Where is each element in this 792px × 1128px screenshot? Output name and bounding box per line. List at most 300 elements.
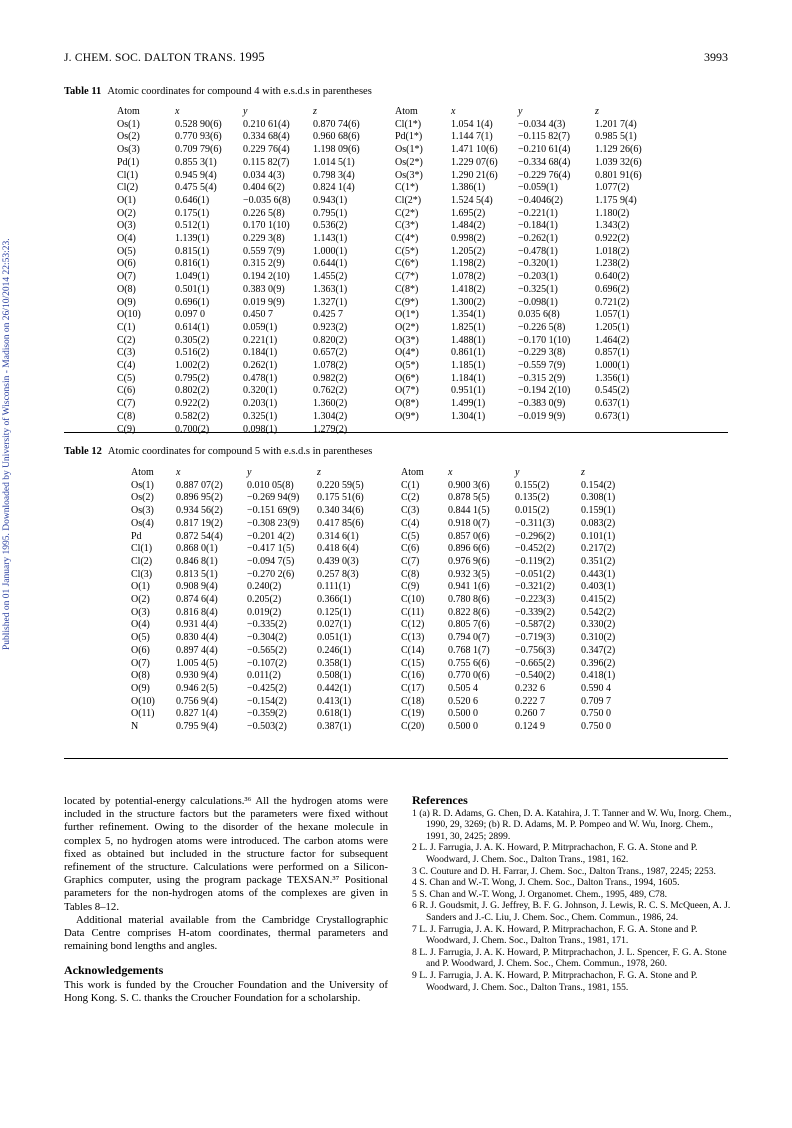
table-cell: 0.194 2(10) (243, 271, 290, 283)
table-cell: C(2) (117, 334, 136, 346)
table-row (131, 696, 637, 709)
table-row (131, 492, 637, 505)
table-cell: 0.817 19(2) (176, 517, 223, 529)
table11-header-3: z (313, 106, 317, 117)
table-cell: 0.830 4(4) (176, 632, 218, 644)
table-cell: 1.078(2) (313, 360, 348, 372)
table-row (117, 233, 655, 246)
table-cell: 0.404 6(2) (243, 182, 285, 194)
table-cell: 0.985 5(1) (595, 131, 637, 143)
table-cell: 1.077(2) (595, 182, 630, 194)
references-column (412, 795, 732, 993)
table-cell: O(5*) (395, 360, 419, 372)
table-cell: C(6) (401, 543, 420, 555)
table-cell: 0.124 9 (515, 721, 545, 733)
table11-header-5: x (451, 106, 456, 117)
table-cell: 0.874 6(4) (176, 594, 218, 606)
table-cell: C(12) (401, 619, 425, 631)
table-cell: −0.201 4(2) (247, 530, 295, 542)
table-cell (595, 424, 655, 437)
table-cell: 0.545(2) (595, 385, 630, 397)
table-cell: O(8) (131, 670, 150, 682)
table-cell: C(10) (401, 594, 425, 606)
table-cell: 0.820(2) (313, 334, 348, 346)
table-cell: 0.512(1) (175, 220, 210, 232)
table-cell: 0.314 6(1) (317, 530, 359, 542)
table-cell: 0.696(2) (595, 283, 630, 295)
table-cell: 0.846 8(1) (176, 555, 218, 567)
table-cell: 0.946 2(5) (176, 682, 218, 694)
table-cell: C(1*) (395, 182, 419, 194)
table-cell: 0.614(1) (175, 321, 210, 333)
table-cell: 0.450 7 (243, 309, 273, 321)
table-row (117, 208, 655, 221)
acknowledgements-text: This work is funded by the Croucher Foundation and the University of Hong Kong. S. C. thanks the Croucher Foundation for a scholarship. (64, 978, 388, 1004)
table-row (131, 594, 637, 607)
table12-header-row (131, 467, 637, 480)
table-row (117, 398, 655, 411)
table-row (131, 556, 637, 569)
table11-caption-text: Atomic coordinates for compound 4 with e.s.d.s in parentheses (107, 86, 372, 97)
table-cell: 0.673(1) (595, 410, 630, 422)
table-cell: C(7) (117, 398, 136, 410)
table-cell: 0.951(1) (451, 385, 486, 397)
table-cell: −0.565(2) (247, 644, 287, 656)
table-cell: 0.755 6(6) (448, 657, 490, 669)
table-cell: 0.442(1) (317, 682, 352, 694)
table-cell: C(15) (401, 657, 425, 669)
table-row (117, 131, 655, 144)
table-row (117, 335, 655, 348)
table-cell: O(2) (131, 594, 150, 606)
table-cell: 0.210 61(4) (243, 118, 290, 130)
table-cell: 0.857 0(6) (448, 530, 490, 542)
table-cell: 0.896 6(6) (448, 543, 490, 555)
table-cell: −0.334 68(4) (518, 156, 571, 168)
table-cell: −0.107(2) (247, 657, 287, 669)
table-row (117, 246, 655, 259)
table-cell: 0.135(2) (515, 492, 550, 504)
table11-header-7: z (595, 106, 599, 117)
table-cell: Os(1) (117, 118, 140, 130)
table11-body (117, 119, 655, 437)
table-cell: Os(4) (131, 517, 154, 529)
table-row (117, 411, 655, 424)
table-cell: 1.205(2) (451, 245, 486, 257)
table-cell: 1.455(2) (313, 271, 348, 283)
table-cell: C(4) (401, 517, 420, 529)
table-cell: 0.222 7 (515, 695, 545, 707)
table-cell: −0.325(1) (518, 283, 558, 295)
table-cell: 1.201 7(4) (595, 118, 637, 130)
table11-label: Table 11 (64, 86, 102, 97)
table-cell: 0.351(2) (581, 555, 616, 567)
table-cell: 0.011(2) (247, 670, 281, 682)
table-cell: 0.762(2) (313, 385, 348, 397)
table-row (131, 708, 637, 721)
download-watermark-text: Published on 01 January 1995. Downloaded by University of Wisconsin - Madison on 26/10/2014 22:53:23. (2, 238, 12, 650)
table-cell: 0.976 9(6) (448, 555, 490, 567)
table-cell: 0.415(2) (581, 594, 616, 606)
table-cell: 0.795(2) (175, 372, 210, 384)
reference-item: 7 L. J. Farrugia, J. A. K. Howard, P. Mitrprachachon, F. G. A. Stone and P. Woodward, J. Chem. Soc., Dalton Trans., 1981, 171. (412, 923, 698, 947)
table12-bottom-rule (64, 758, 728, 759)
table-cell: O(8) (117, 283, 136, 295)
table-cell: 0.709 79(6) (175, 144, 222, 156)
table-cell: −0.308 23(9) (247, 517, 300, 529)
table-cell: −0.304(2) (247, 632, 287, 644)
table-cell: 0.923(2) (313, 321, 348, 333)
table-cell: −0.119(2) (515, 555, 555, 567)
table-cell: 0.770 0(6) (448, 670, 490, 682)
table-cell: 1.238(2) (595, 258, 630, 270)
table-cell: C(6*) (395, 258, 419, 270)
table-row (131, 619, 637, 632)
table-cell: −0.587(2) (515, 619, 555, 631)
table-cell: 0.340 34(6) (317, 505, 364, 517)
table11-caption (64, 86, 372, 97)
table-cell: 0.802(2) (175, 385, 210, 397)
table-cell: Os(3) (117, 144, 140, 156)
references-list (412, 808, 732, 994)
table-cell: C(2*) (395, 207, 419, 219)
table-cell: −0.059(1) (518, 182, 558, 194)
table-cell: 1.078(2) (451, 271, 486, 283)
table-cell: C(7*) (395, 271, 419, 283)
table-cell: −0.184(1) (518, 220, 558, 232)
table-cell: 0.855 3(1) (175, 156, 217, 168)
table-cell: 0.780 8(6) (448, 594, 490, 606)
table-cell: 1.300(2) (451, 296, 486, 308)
table-cell: −0.311(3) (515, 517, 555, 529)
table-cell: 0.403(1) (581, 581, 616, 593)
reference-item: 5 S. Chan and W.-T. Wong, J. Organomet. Chem., 1995, 489, C78. (412, 888, 668, 900)
table-cell: O(8*) (395, 398, 419, 410)
table-cell: 0.508(1) (317, 670, 352, 682)
table-cell: 0.943(1) (313, 194, 348, 206)
table-cell: 0.111(1) (317, 581, 351, 593)
table-cell: Pd(1) (117, 156, 140, 168)
table-cell: 0.334 68(4) (243, 131, 290, 143)
reference-item: 6 R. J. Goudsmit, J. G. Jeffrey, B. F. G. Johnson, J. Lewis, R. C. S. McQueen, A. J. Sanders and J.-C. Liu, J. Chem. Soc., Chem. Commun., 1986, 24. (412, 900, 731, 923)
table-cell: Cl(3) (131, 568, 153, 580)
table-cell: Cl(2*) (395, 194, 422, 206)
table-cell: 0.815(1) (175, 245, 210, 257)
table-cell: 1.057(1) (595, 309, 630, 321)
table-cell: 0.500 0 (448, 721, 478, 733)
table-cell: Os(3) (131, 505, 154, 517)
table-cell: 0.175(1) (175, 207, 210, 219)
table-cell: 0.721(2) (595, 296, 630, 308)
table-row (131, 505, 637, 518)
table-cell: O(5) (131, 632, 150, 644)
table-cell: −0.296(2) (515, 530, 555, 542)
table-cell: 0.813 5(1) (176, 568, 218, 580)
body-paragraph-2: Additional material available from the Cambridge Crystallographic Data Centre comprises H-atom coordinates, thermal parameters and remaining bond lengths and angles. (64, 913, 388, 953)
table-cell: −0.359(2) (247, 708, 287, 720)
table-cell: Os(2*) (395, 156, 423, 168)
table-cell: 1.499(1) (451, 398, 486, 410)
table-cell: 0.872 54(4) (176, 530, 223, 542)
table-cell: C(8) (401, 568, 420, 580)
table-cell: 1.184(1) (451, 372, 486, 384)
table11-header-row (117, 106, 655, 119)
table12-header-5: x (448, 467, 453, 478)
table-cell: C(14) (401, 644, 425, 656)
reference-item: 4 S. Chan and W.-T. Wong, J. Chem. Soc., Dalton Trans., 1994, 1605. (412, 877, 680, 889)
table-cell: 0.262(1) (243, 360, 278, 372)
table-cell: Pd (131, 530, 142, 542)
table-cell: −0.229 3(8) (518, 347, 566, 359)
table-cell: O(7*) (395, 385, 419, 397)
table12-header-7: z (581, 467, 585, 478)
table-cell: 0.387(1) (317, 721, 352, 733)
table-cell: 0.922(2) (175, 398, 210, 410)
table-row (117, 360, 655, 373)
table-cell: 1.018(2) (595, 245, 630, 257)
table-cell: 1.175 9(4) (595, 194, 637, 206)
table-cell: 0.998(2) (451, 233, 486, 245)
table-row (117, 182, 655, 195)
table-row (117, 157, 655, 170)
table-cell: 0.203(1) (243, 398, 278, 410)
table-cell: 1.180(2) (595, 207, 630, 219)
table-cell: C(11) (401, 606, 424, 618)
table-cell: 1.000(1) (313, 245, 348, 257)
table-cell: 0.315 2(9) (243, 258, 285, 270)
table12-header-2: y (247, 467, 252, 478)
table-cell: 0.418(1) (581, 670, 616, 682)
table-cell: C(1) (401, 479, 420, 491)
table-cell: 0.019 9(9) (243, 296, 285, 308)
table-cell: −0.034 4(3) (518, 118, 566, 130)
table-cell: −0.223(3) (515, 594, 555, 606)
table-cell: −0.719(3) (515, 632, 555, 644)
table-cell: 1.129 26(6) (595, 144, 642, 156)
table-cell: O(7) (117, 271, 136, 283)
table-cell: 0.934 56(2) (176, 505, 223, 517)
table-cell: −0.452(2) (515, 543, 555, 555)
table-cell: 0.221(1) (243, 334, 278, 346)
table-cell: 0.908 9(4) (176, 581, 218, 593)
reference-item: 3 C. Couture and D. H. Farrar, J. Chem. Soc., Dalton Trans., 1987, 2245; 2253. (412, 865, 716, 877)
table-cell: 1.464(2) (595, 334, 630, 346)
table-cell: O(9*) (395, 410, 419, 422)
table-cell: 1.363(1) (313, 283, 348, 295)
table-cell: 0.657(2) (313, 347, 348, 359)
table-cell: 0.932 3(5) (448, 568, 490, 580)
table-cell: C(5*) (395, 245, 419, 257)
table-cell: 0.154(2) (581, 479, 616, 491)
table-cell: O(4) (131, 619, 150, 631)
table-cell: Os(1) (131, 479, 154, 491)
table-cell: 0.794 0(7) (448, 632, 490, 644)
table-cell: 0.750 0 (581, 708, 611, 720)
table-cell: C(3) (117, 347, 136, 359)
table-cell: 0.795 9(4) (176, 721, 218, 733)
table-cell: −0.478(1) (518, 245, 558, 257)
table-cell: O(6) (117, 258, 136, 270)
table-cell: 1.005 4(5) (176, 657, 218, 669)
table-cell: 0.217(2) (581, 543, 616, 555)
table-row (131, 670, 637, 683)
table-row (131, 658, 637, 671)
table-cell: 0.478(1) (243, 372, 278, 384)
table-cell: 0.590 4 (581, 682, 611, 694)
table-cell: 0.358(1) (317, 657, 352, 669)
table-cell: C(8*) (395, 283, 419, 295)
table-cell: 0.542(2) (581, 606, 616, 618)
table-cell: −0.320(1) (518, 258, 558, 270)
table-cell: O(9) (131, 682, 150, 694)
table-cell: O(2) (117, 207, 136, 219)
table-cell: C(2) (401, 492, 420, 504)
table-cell: 0.501(1) (175, 283, 210, 295)
table-cell: O(1) (131, 581, 150, 593)
table-cell: O(6) (131, 644, 150, 656)
table-cell: Cl(1) (131, 543, 153, 555)
table-cell: 1.825(1) (451, 321, 486, 333)
page-number: 3993 (704, 50, 728, 64)
table-cell: 0.822 8(6) (448, 606, 490, 618)
table-cell: 0.582(2) (175, 410, 210, 422)
table12-caption-text: Atomic coordinates for compound 5 with e.s.d.s in parentheses (107, 446, 373, 457)
table-cell: 1.360(2) (313, 398, 348, 410)
table-row (131, 645, 637, 658)
table-cell: 1.049(1) (175, 271, 210, 283)
table12-header-0: Atom (131, 467, 154, 478)
table-cell: 0.878 5(5) (448, 492, 490, 504)
table-cell: 0.220 59(5) (317, 479, 364, 491)
table-cell: −0.098(1) (518, 296, 558, 308)
table-cell: Cl(1) (117, 169, 139, 181)
table-cell: 0.257 8(3) (317, 568, 359, 580)
table-cell: 0.425 7 (313, 309, 343, 321)
table-cell: O(11) (131, 708, 155, 720)
table-cell: C(1) (117, 321, 136, 333)
references-heading: References (412, 793, 468, 807)
table-cell (451, 424, 518, 437)
table-row (117, 347, 655, 360)
download-watermark (2, 130, 14, 650)
table-cell: 0.051(1) (317, 632, 352, 644)
table-cell: C(13) (401, 632, 425, 644)
table-cell: 0.801 91(6) (595, 169, 642, 181)
table-row (117, 309, 655, 322)
table-cell: −0.270 2(6) (247, 568, 295, 580)
table-cell: 1.488(1) (451, 334, 486, 346)
table-cell: 0.816 8(4) (176, 606, 218, 618)
table-cell: 0.475 5(4) (175, 182, 217, 194)
table-cell: 0.226 5(8) (243, 207, 285, 219)
table-cell: −0.035 6(8) (243, 194, 291, 206)
table-cell: 0.770 93(6) (175, 131, 222, 143)
table-cell: 1.354(1) (451, 309, 486, 321)
table-cell: 0.320(1) (243, 385, 278, 397)
body-left-column (64, 795, 388, 1005)
table-cell: 0.308(1) (581, 492, 616, 504)
table-cell: −0.229 76(4) (518, 169, 571, 181)
table-cell: −0.154(2) (247, 695, 287, 707)
table-cell: 0.325(1) (243, 410, 278, 422)
table-cell: 0.750 0 (581, 721, 611, 733)
table-cell: 0.918 0(7) (448, 517, 490, 529)
table-cell: 0.930 9(4) (176, 670, 218, 682)
table-cell: O(9) (117, 296, 136, 308)
table-cell: 0.310(2) (581, 632, 616, 644)
table-cell: −0.321(2) (515, 581, 555, 593)
table-cell: 0.232 6 (515, 682, 545, 694)
table-cell: 1.139(1) (175, 233, 210, 245)
table-row (131, 721, 637, 734)
table-cell: −0.339(2) (515, 606, 555, 618)
table-cell: 1.014 5(1) (313, 156, 355, 168)
table-cell: 0.083(2) (581, 517, 616, 529)
table-cell: 0.644(1) (313, 258, 348, 270)
table-cell: Cl(2) (117, 182, 139, 194)
table-cell: 0.795(1) (313, 207, 348, 219)
table-cell: Os(2) (131, 492, 154, 504)
table-row (117, 220, 655, 233)
table-cell: −0.210 61(4) (518, 144, 571, 156)
table-cell: 0.768 1(7) (448, 644, 490, 656)
table-cell: 0.827 1(4) (176, 708, 218, 720)
table-cell: C(17) (401, 682, 425, 694)
table-cell: 1.471 10(6) (451, 144, 498, 156)
table-cell: 0.027(1) (317, 619, 352, 631)
table-cell: C(5) (401, 530, 420, 542)
table11-header-0: Atom (117, 106, 140, 117)
table-cell: O(4*) (395, 347, 419, 359)
table-cell: 0.330(2) (581, 619, 616, 631)
table-cell: 0.010 05(8) (247, 479, 294, 491)
table-cell: 0.366(1) (317, 594, 352, 606)
table-cell: 0.900 3(6) (448, 479, 490, 491)
table-cell: 1.356(1) (595, 372, 630, 384)
table-cell: 0.305(2) (175, 334, 210, 346)
table-cell: 1.386(1) (451, 182, 486, 194)
table-cell: 0.931 4(4) (176, 619, 218, 631)
table-cell (518, 424, 595, 437)
table-cell: 0.756 9(4) (176, 695, 218, 707)
table-cell: −0.194 2(10) (518, 385, 571, 397)
table11-header-4: Atom (395, 106, 418, 117)
table-cell: 0.170 1(10) (243, 220, 290, 232)
table-row (117, 322, 655, 335)
table-cell: −0.665(2) (515, 657, 555, 669)
table-cell: 0.418 6(4) (317, 543, 359, 555)
table-cell: 1.418(2) (451, 283, 486, 295)
table-cell: 0.413(1) (317, 695, 352, 707)
table-cell: −0.417 1(5) (247, 543, 295, 555)
table-cell: 1.143(1) (313, 233, 348, 245)
table-row (117, 284, 655, 297)
table-cell: 0.019(2) (247, 606, 282, 618)
table12-header-1: x (176, 467, 181, 478)
table-cell: −0.262(1) (518, 233, 558, 245)
table-cell: 1.054 1(4) (451, 118, 493, 130)
table-cell: 1.000(1) (595, 360, 630, 372)
table-row (131, 683, 637, 696)
reference-item: 8 L. J. Farrugia, J. A. K. Howard, P. Mitrprachachon, J. L. Spencer, F. G. A. Stone and P. Woodward, J. Chem. Soc., Chem. Commun., 1978, 260. (412, 946, 727, 970)
table-cell: 1.304(1) (451, 410, 486, 422)
table-cell: 0.184(1) (243, 347, 278, 359)
table-cell: 0.383 0(9) (243, 283, 285, 295)
table-cell: 1.198(2) (451, 258, 486, 270)
table-cell: 0.175 51(6) (317, 492, 364, 504)
table-cell: 1.327(1) (313, 296, 348, 308)
table-row (131, 569, 637, 582)
